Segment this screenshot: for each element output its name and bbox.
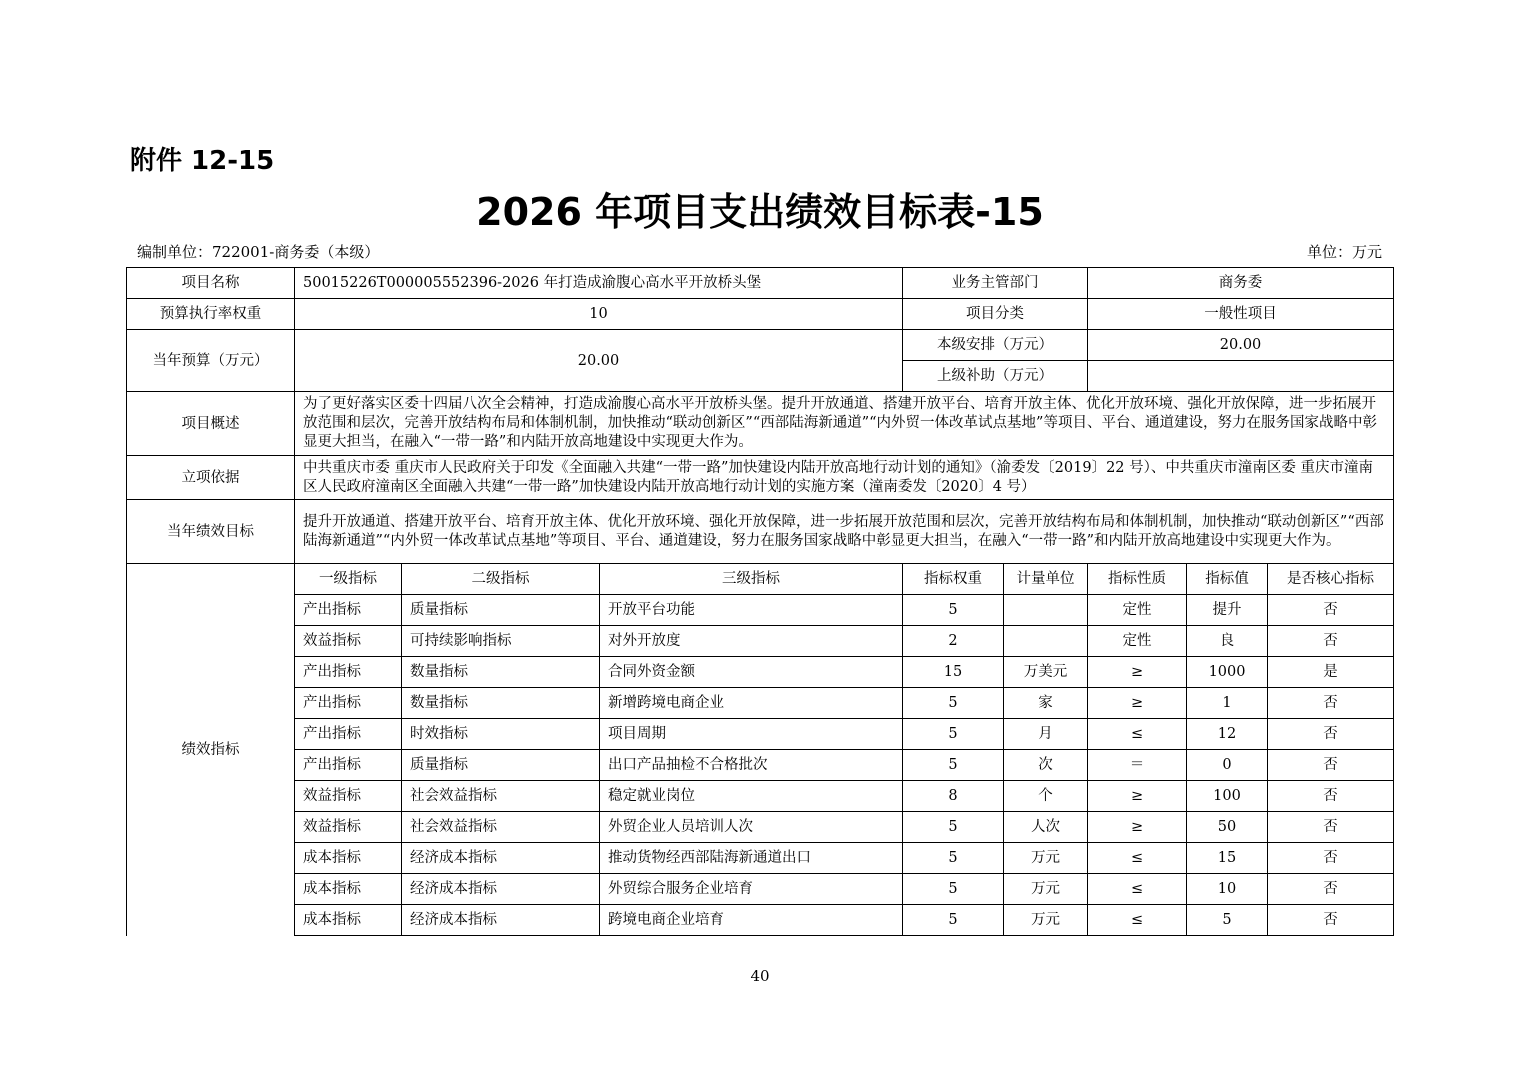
table-row	[127, 905, 1394, 936]
level3-cell: 跨境电商企业培育	[600, 905, 903, 936]
header-core: 是否核心指标	[1268, 564, 1394, 595]
core-cell: 否	[1268, 905, 1394, 936]
header-value: 指标值	[1187, 564, 1268, 595]
level1-cell: 产出指标	[295, 688, 402, 719]
nature-cell: 定性	[1088, 595, 1187, 626]
indicator-header-row	[127, 564, 1394, 595]
dept-value: 商务委	[1088, 268, 1394, 299]
table-row	[127, 750, 1394, 781]
level1-cell: 产出指标	[295, 657, 402, 688]
budget-label: 当年预算（万元）	[127, 330, 295, 392]
weight-label: 预算执行率权重	[127, 299, 295, 330]
unit-cell: 次	[1004, 750, 1088, 781]
value-cell: 1	[1187, 688, 1268, 719]
nature-cell: ＝	[1088, 750, 1187, 781]
unit-cell: 万美元	[1004, 657, 1088, 688]
dept-label: 业务主管部门	[903, 268, 1088, 299]
weight-value: 10	[295, 299, 903, 330]
level1-cell: 产出指标	[295, 595, 402, 626]
weight-cell: 5	[903, 595, 1004, 626]
value-cell: 0	[1187, 750, 1268, 781]
level3-cell: 开放平台功能	[600, 595, 903, 626]
level1-cell: 效益指标	[295, 812, 402, 843]
unit-cell: 万元	[1004, 905, 1088, 936]
weight-cell: 5	[903, 719, 1004, 750]
overview-text: 为了更好落实区委十四届八次全会精神，打造成渝腹心高水平开放桥头堡。提升开放通道、搭建开放平台、培育开放主体、优化开放环境、强化开放保障，进一步拓展开放范围和层次，完善开放结构布局和体制机制，加快推动“联动创新区”“西部陆海新通道”“内外贸一体改革试点基地”等项目、平台、通道建设，努力在服务国家战略中彰显更大担当，在融入“一带一路”和内陆开放高地建设中实现更大作为。	[295, 392, 1394, 456]
header-level3: 三级指标	[600, 564, 903, 595]
goal-label: 当年绩效目标	[127, 500, 295, 564]
level2-cell: 时效指标	[402, 719, 600, 750]
core-cell: 是	[1268, 657, 1394, 688]
table-row	[127, 626, 1394, 657]
subsidy-label: 上级补助（万元）	[903, 361, 1088, 392]
level1-cell: 产出指标	[295, 750, 402, 781]
unit-cell: 万元	[1004, 843, 1088, 874]
level3-cell: 合同外资金额	[600, 657, 903, 688]
level3-cell: 项目周期	[600, 719, 903, 750]
value-cell: 良	[1187, 626, 1268, 657]
value-cell: 5	[1187, 905, 1268, 936]
weight-cell: 5	[903, 905, 1004, 936]
level2-cell: 经济成本指标	[402, 905, 600, 936]
unit-cell: 家	[1004, 688, 1088, 719]
core-cell: 否	[1268, 626, 1394, 657]
weight-cell: 5	[903, 874, 1004, 905]
table-row	[127, 812, 1394, 843]
nature-cell: ≥	[1088, 688, 1187, 719]
core-cell: 否	[1268, 843, 1394, 874]
level2-cell: 数量指标	[402, 688, 600, 719]
core-cell: 否	[1268, 781, 1394, 812]
value-cell: 1000	[1187, 657, 1268, 688]
weight-cell: 8	[903, 781, 1004, 812]
core-cell: 否	[1268, 595, 1394, 626]
level2-cell: 经济成本指标	[402, 843, 600, 874]
weight-cell: 5	[903, 812, 1004, 843]
nature-cell: ≤	[1088, 874, 1187, 905]
core-cell: 否	[1268, 812, 1394, 843]
weight-cell: 5	[903, 750, 1004, 781]
category-label: 项目分类	[903, 299, 1088, 330]
attachment-label: 附件 12-15	[130, 146, 275, 176]
level1-cell: 效益指标	[295, 781, 402, 812]
local-label: 本级安排（万元）	[903, 330, 1088, 361]
performance-target-table	[126, 267, 1394, 936]
level1-cell: 产出指标	[295, 719, 402, 750]
level2-cell: 质量指标	[402, 595, 600, 626]
level2-cell: 数量指标	[402, 657, 600, 688]
value-cell: 提升	[1187, 595, 1268, 626]
value-cell: 50	[1187, 812, 1268, 843]
unit-cell: 万元	[1004, 874, 1088, 905]
level3-cell: 外贸综合服务企业培育	[600, 874, 903, 905]
table-row	[127, 843, 1394, 874]
subsidy-value	[1088, 361, 1394, 392]
weight-cell: 5	[903, 843, 1004, 874]
overview-label: 项目概述	[127, 392, 295, 456]
level3-cell: 外贸企业人员培训人次	[600, 812, 903, 843]
level3-cell: 新增跨境电商企业	[600, 688, 903, 719]
level1-cell: 成本指标	[295, 905, 402, 936]
level3-cell: 推动货物经西部陆海新通道出口	[600, 843, 903, 874]
value-cell: 12	[1187, 719, 1268, 750]
level3-cell: 出口产品抽检不合格批次	[600, 750, 903, 781]
page-number: 40	[750, 967, 770, 985]
level1-cell: 成本指标	[295, 843, 402, 874]
level3-cell: 稳定就业岗位	[600, 781, 903, 812]
level2-cell: 社会效益指标	[402, 812, 600, 843]
table-row	[127, 874, 1394, 905]
core-cell: 否	[1268, 719, 1394, 750]
category-value: 一般性项目	[1088, 299, 1394, 330]
value-cell: 10	[1187, 874, 1268, 905]
core-cell: 否	[1268, 750, 1394, 781]
core-cell: 否	[1268, 874, 1394, 905]
weight-cell: 2	[903, 626, 1004, 657]
unit-cell: 月	[1004, 719, 1088, 750]
nature-cell: 定性	[1088, 626, 1187, 657]
level2-cell: 可持续影响指标	[402, 626, 600, 657]
header-level1: 一级指标	[295, 564, 402, 595]
header-weight: 指标权重	[903, 564, 1004, 595]
weight-cell: 5	[903, 688, 1004, 719]
page-title: 2026 年项目支出绩效目标表-15	[476, 190, 1044, 234]
basis-text: 中共重庆市委 重庆市人民政府关于印发《全面融入共建“一带一路”加快建设内陆开放高地行动计划的通知》（渝委发〔2019〕22 号）、中共重庆市潼南区委 重庆市潼南区人民政府潼南区全面融入共建“一带一路”加快建设内陆开放高地行动计划的实施方案（潼南委发〔2020〕4 号）	[295, 456, 1394, 500]
indicators-label: 绩效指标	[127, 564, 295, 936]
level1-cell: 效益指标	[295, 626, 402, 657]
table-row	[127, 595, 1394, 626]
nature-cell: ≤	[1088, 719, 1187, 750]
project-name-label: 项目名称	[127, 268, 295, 299]
weight-cell: 15	[903, 657, 1004, 688]
level2-cell: 经济成本指标	[402, 874, 600, 905]
local-value: 20.00	[1088, 330, 1394, 361]
table-row	[127, 688, 1394, 719]
header-level2: 二级指标	[402, 564, 600, 595]
table-row	[127, 781, 1394, 812]
project-name-value: 50015226T000005552396-2026 年打造成渝腹心高水平开放桥头堡	[295, 268, 903, 299]
nature-cell: ≥	[1088, 812, 1187, 843]
level2-cell: 社会效益指标	[402, 781, 600, 812]
unit-cell: 人次	[1004, 812, 1088, 843]
basis-label: 立项依据	[127, 456, 295, 500]
core-cell: 否	[1268, 688, 1394, 719]
level1-cell: 成本指标	[295, 874, 402, 905]
nature-cell: ≥	[1088, 781, 1187, 812]
value-cell: 15	[1187, 843, 1268, 874]
nature-cell: ≤	[1088, 905, 1187, 936]
table-row	[127, 719, 1394, 750]
unit-cell: 个	[1004, 781, 1088, 812]
level2-cell: 质量指标	[402, 750, 600, 781]
unit-cell	[1004, 595, 1088, 626]
nature-cell: ≤	[1088, 843, 1187, 874]
header-nature: 指标性质	[1088, 564, 1187, 595]
goal-text: 提升开放通道、搭建开放平台、培育开放主体、优化开放环境、强化开放保障，进一步拓展开放范围和层次，完善开放结构布局和体制机制，加快推动“联动创新区”“西部陆海新通道”“内外贸一体改革试点基地”等项目、平台、通道建设，努力在服务国家战略中彰显更大担当，在融入“一带一路”和内陆开放高地建设中实现更大作为。	[295, 500, 1394, 564]
nature-cell: ≥	[1088, 657, 1187, 688]
value-cell: 100	[1187, 781, 1268, 812]
unit-cell	[1004, 626, 1088, 657]
level3-cell: 对外开放度	[600, 626, 903, 657]
currency-unit: 单位：万元	[1306, 243, 1382, 261]
budget-value: 20.00	[295, 330, 903, 392]
table-row	[127, 657, 1394, 688]
compiling-unit: 编制单位：722001-商务委（本级）	[137, 243, 380, 261]
header-unit: 计量单位	[1004, 564, 1088, 595]
